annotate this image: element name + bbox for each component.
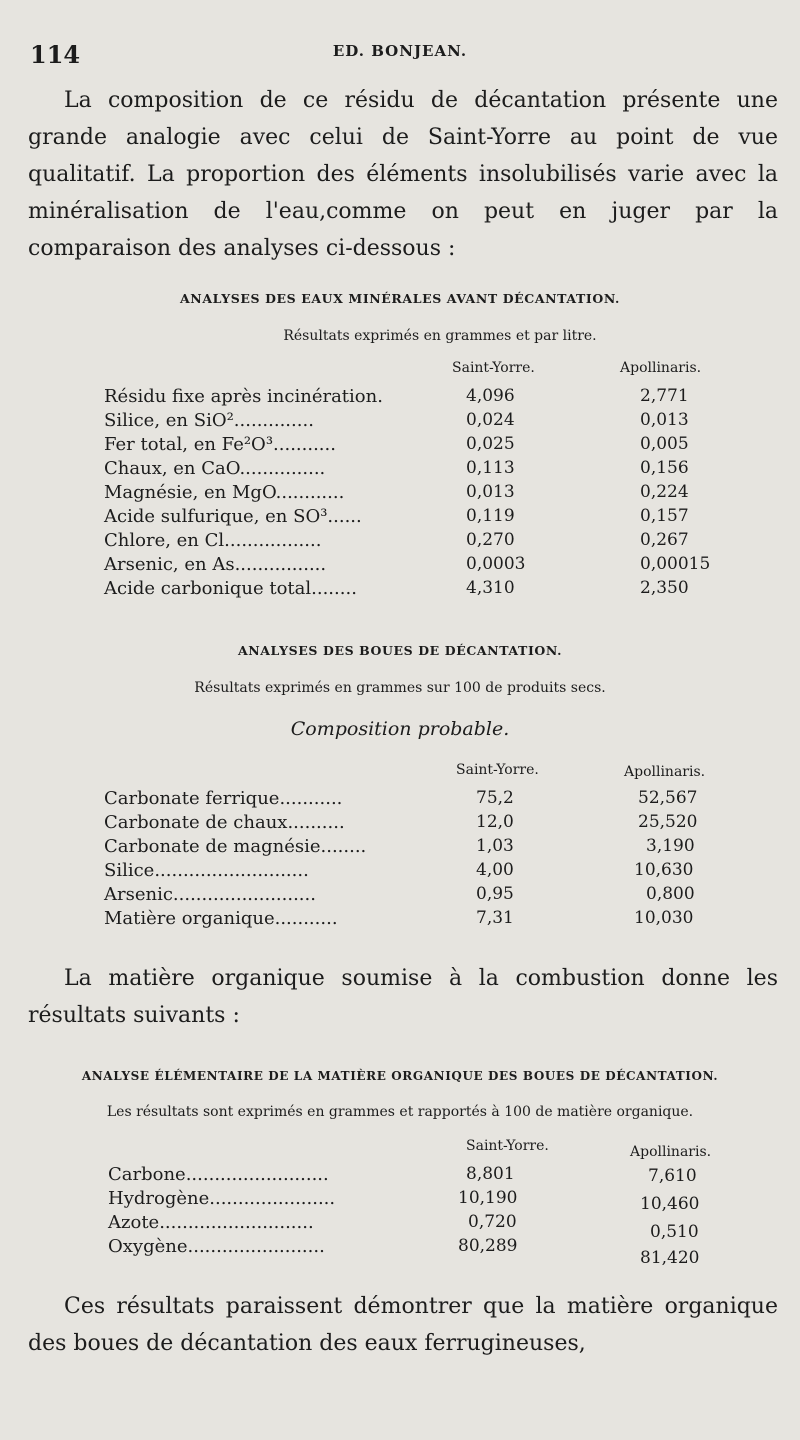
paragraph-conclusion: Ces résultats paraissent démontrer que la matière organique des boues de décantation des eaux ferrugineuses, xyxy=(28,1294,778,1356)
table2-subtitle-probable: Composition probable. xyxy=(290,718,510,740)
table-row: Silice, en SiO².............. 0,024 0,013 xyxy=(104,410,689,431)
table-row: Oxygène........................ 80,289 81,420 xyxy=(108,1236,700,1268)
page-number: 114 xyxy=(30,40,81,69)
table2-col-saint-yorre: Saint-Yorre. xyxy=(456,762,539,778)
table-row: Arsenic......................... 0,95 0,800 xyxy=(104,884,695,905)
page-header xyxy=(0,40,800,70)
paragraph-organic: La matière organique soumise à la combustion donne les résultats suivants : xyxy=(28,966,778,1028)
table-row: Carbonate de magnésie........ 1,03 3,190 xyxy=(104,836,695,857)
paragraph-intro: La composition de ce résidu de décantation présente une grande analogie avec celui de Saint-Yorre au point de vue qualitatif. La proportion des éléments insolubilisés varie avec la minéralisation de l'eau,comme on peut en juger par la comparaison des analyses ci-dessous : xyxy=(28,88,778,261)
table-row: Fer total, en Fe²O³........... 0,025 0,005 xyxy=(104,434,689,455)
running-head: ED. BONJEAN. xyxy=(332,42,468,60)
table-row: Chaux, en CaO............... 0,113 0,156 xyxy=(104,458,689,479)
table-row: Matière organique........... 7,31 10,030 xyxy=(104,908,694,929)
table1-col-apollinaris: Apollinaris. xyxy=(620,360,702,376)
table-row: Azote........................... 0,720 0,510 xyxy=(108,1212,699,1242)
table1-col-saint-yorre: Saint-Yorre. xyxy=(452,360,535,376)
table1-title: ANALYSES DES EAUX MINÉRALES AVANT DÉCANTATION. xyxy=(180,291,620,306)
table-row: Chlore, en Cl................. 0,270 0,267 xyxy=(104,530,689,551)
table-row: Résidu fixe après incinération. 4,096 2,771 xyxy=(104,386,689,407)
table-row: Carbone......................... 8,801 7,610 xyxy=(108,1164,697,1186)
table-row: Acide sulfurique, en SO³...... 0,119 0,157 xyxy=(104,506,689,527)
table3-col-saint-yorre: Saint-Yorre. xyxy=(466,1138,549,1154)
table-row: Carbonate de chaux.......... 12,0 25,520 xyxy=(104,812,698,833)
table-row: Silice........................... 4,00 10,630 xyxy=(104,860,694,881)
table2-title: ANALYSES DES BOUES DE DÉCANTATION. xyxy=(237,643,563,658)
table2-subtitle: Résultats exprimés en grammes sur 100 de produits secs. xyxy=(194,680,606,696)
table1-subtitle: Résultats exprimés en grammes et par litre. xyxy=(283,328,597,344)
table-row: Carbonate ferrique........... 75,2 52,567 xyxy=(104,788,698,809)
table3-subtitle: Les résultats sont exprimés en grammes et rapportés à 100 de matière organique. xyxy=(106,1104,694,1120)
table3-col-apollinaris: Apollinaris. xyxy=(630,1144,712,1160)
table-row: Acide carbonique total........ 4,310 2,350 xyxy=(104,578,689,599)
table2-col-apollinaris: Apollinaris. xyxy=(624,764,706,780)
table3-title: ANALYSE ÉLÉMENTAIRE DE LA MATIÈRE ORGANIQUE DES BOUES DE DÉCANTATION. xyxy=(81,1069,719,1083)
table-row: Arsenic, en As................ 0,0003 0,00015 xyxy=(104,554,711,575)
table-row: Hydrogène...................... 10,190 10,460 xyxy=(108,1188,700,1214)
table-row: Magnésie, en MgO............ 0,013 0,224 xyxy=(104,482,689,503)
